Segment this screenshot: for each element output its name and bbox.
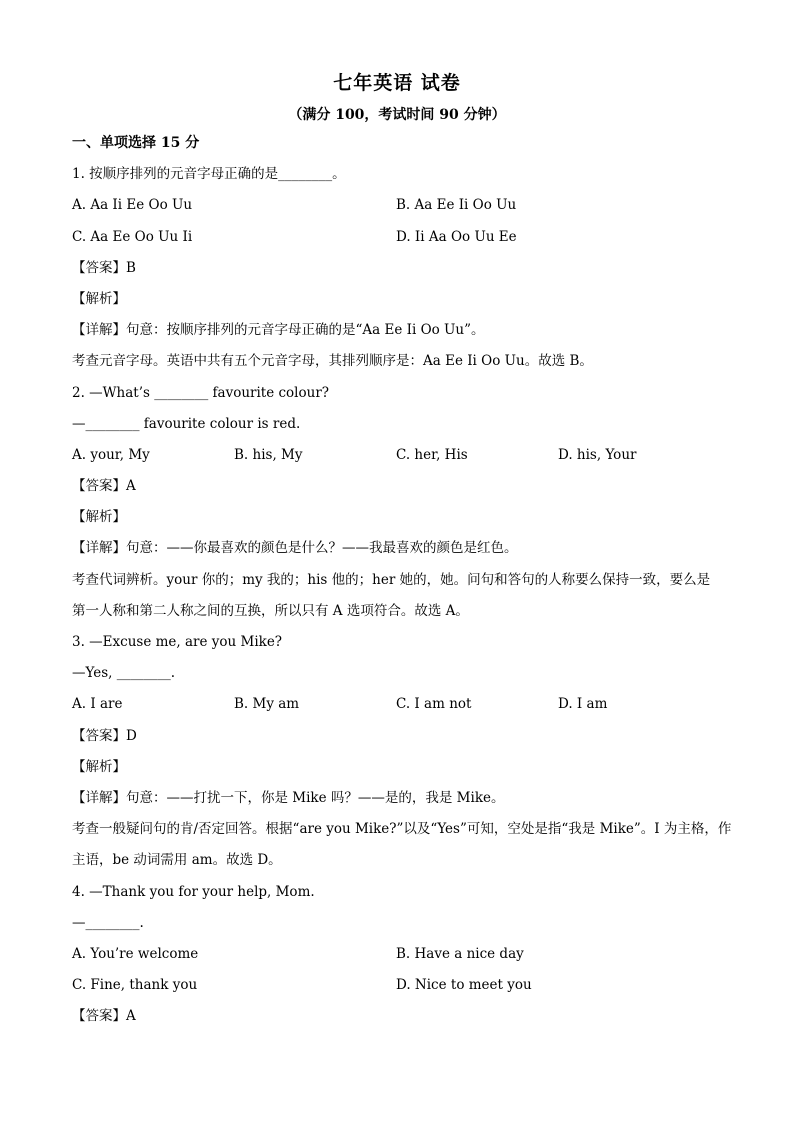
question-2-stem: 2. —What’s ________ favourite colour? <box>72 384 330 401</box>
question-3-stem-reply: —Yes, ________. <box>72 665 176 682</box>
detail-label: 【详解】 <box>72 322 126 339</box>
question-2-stem-reply: —________ favourite colour is red. <box>72 415 301 432</box>
answer-value: B <box>126 259 136 276</box>
question-1-detail <box>72 315 732 346</box>
question-2-explanation-line-2: 第一人称和第二人称之间的互换，所以只有 A 选项符合。故选 A。 <box>72 602 469 619</box>
question-1-options-row-2 <box>72 222 732 253</box>
question-1-option-a: A. Aa Ii Ee Oo Uu <box>72 197 193 214</box>
question-2-explanation-line-1: 考查代词辨析。your 你的；my 我的；his 他的；her 她的，她。问句和答句的人称要么保持一致，要么是 <box>72 571 711 588</box>
question-4-stem-reply: —________. <box>72 914 144 931</box>
question-3-explanation-line-2: 主语，be 动词需用 am。故选 D。 <box>72 852 282 869</box>
question-4-options-row-2 <box>72 970 732 1001</box>
detail-text: 句意：按顺序排列的元音字母正确的是“Aa Ee Ii Oo Uu”。 <box>126 322 485 339</box>
question-4-option-d: D. Nice to meet you <box>396 977 532 994</box>
question-2-answer <box>72 471 732 502</box>
question-2-analysis-label: 【解析】 <box>72 509 126 526</box>
question-4-option-c: C. Fine, thank you <box>72 977 198 994</box>
question-2-option-b: B. his, My <box>234 446 303 463</box>
question-4-option-b: B. Have a nice day <box>396 945 524 962</box>
question-4-options-row-1 <box>72 939 732 970</box>
page-subtitle: （满分 100，考试时间 90 分钟） <box>288 107 506 123</box>
question-3-option-c: C. I am not <box>396 696 472 713</box>
question-1-stem: 1. 按顺序排列的元音字母正确的是________。 <box>72 166 346 183</box>
answer-label: 【答案】 <box>72 727 126 744</box>
question-4-option-a: A. You’re welcome <box>72 945 199 962</box>
question-2-option-a: A. your, My <box>72 446 150 463</box>
answer-label: 【答案】 <box>72 478 126 495</box>
question-4-stem: 4. —Thank you for your help, Mom. <box>72 883 315 900</box>
question-1-option-d: D. Ii Aa Oo Uu Ee <box>396 228 517 245</box>
detail-text: 句意：——你最喜欢的颜色是什么？——我最喜欢的颜色是红色。 <box>126 540 518 557</box>
detail-label: 【详解】 <box>72 540 126 557</box>
question-3-answer <box>72 721 732 752</box>
detail-text: 句意：——打扰一下，你是 Mike 吗？——是的，我是 Mike。 <box>126 789 505 806</box>
question-3-detail <box>72 783 732 814</box>
page-title: 七年英语 试卷 <box>333 72 461 94</box>
exam-content <box>72 128 732 1032</box>
question-3-option-a: A. I are <box>72 696 123 713</box>
question-1-options-row-1 <box>72 190 732 221</box>
answer-value: A <box>126 478 136 495</box>
answer-label: 【答案】 <box>72 1008 126 1025</box>
question-1-option-c: C. Aa Ee Oo Uu Ii <box>72 228 193 245</box>
question-1-answer <box>72 253 732 284</box>
question-3-option-d: D. I am <box>558 696 608 713</box>
question-3-analysis-label: 【解析】 <box>72 758 126 775</box>
question-3-stem: 3. —Excuse me, are you Mike? <box>72 634 283 650</box>
detail-label: 【详解】 <box>72 789 126 806</box>
question-3-option-b: B. My am <box>234 696 300 713</box>
section-heading: 一、单项选择 15 分 <box>72 135 200 151</box>
question-4-answer <box>72 1001 732 1032</box>
question-2-option-c: C. her, His <box>396 446 468 463</box>
question-1-analysis-label: 【解析】 <box>72 290 126 307</box>
question-3-options <box>72 689 732 720</box>
question-3-explanation-line-1: 考查一般疑问句的肯/否定回答。根据“are you Mike?”以及“Yes”可知，空处是指“我是 Mike”。I 为主格，作 <box>72 821 732 838</box>
answer-label: 【答案】 <box>72 259 126 276</box>
question-2-option-d: D. his, Your <box>558 446 637 463</box>
question-1-option-b: B. Aa Ee Ii Oo Uu <box>396 197 517 214</box>
answer-value: A <box>126 1008 136 1025</box>
question-2-options <box>72 440 732 471</box>
answer-value: D <box>126 727 137 744</box>
question-2-detail <box>72 533 732 564</box>
question-1-explanation: 考查元音字母。英语中共有五个元音字母，其排列顺序是：Aa Ee Ii Oo Uu。故选 B。 <box>72 353 593 370</box>
